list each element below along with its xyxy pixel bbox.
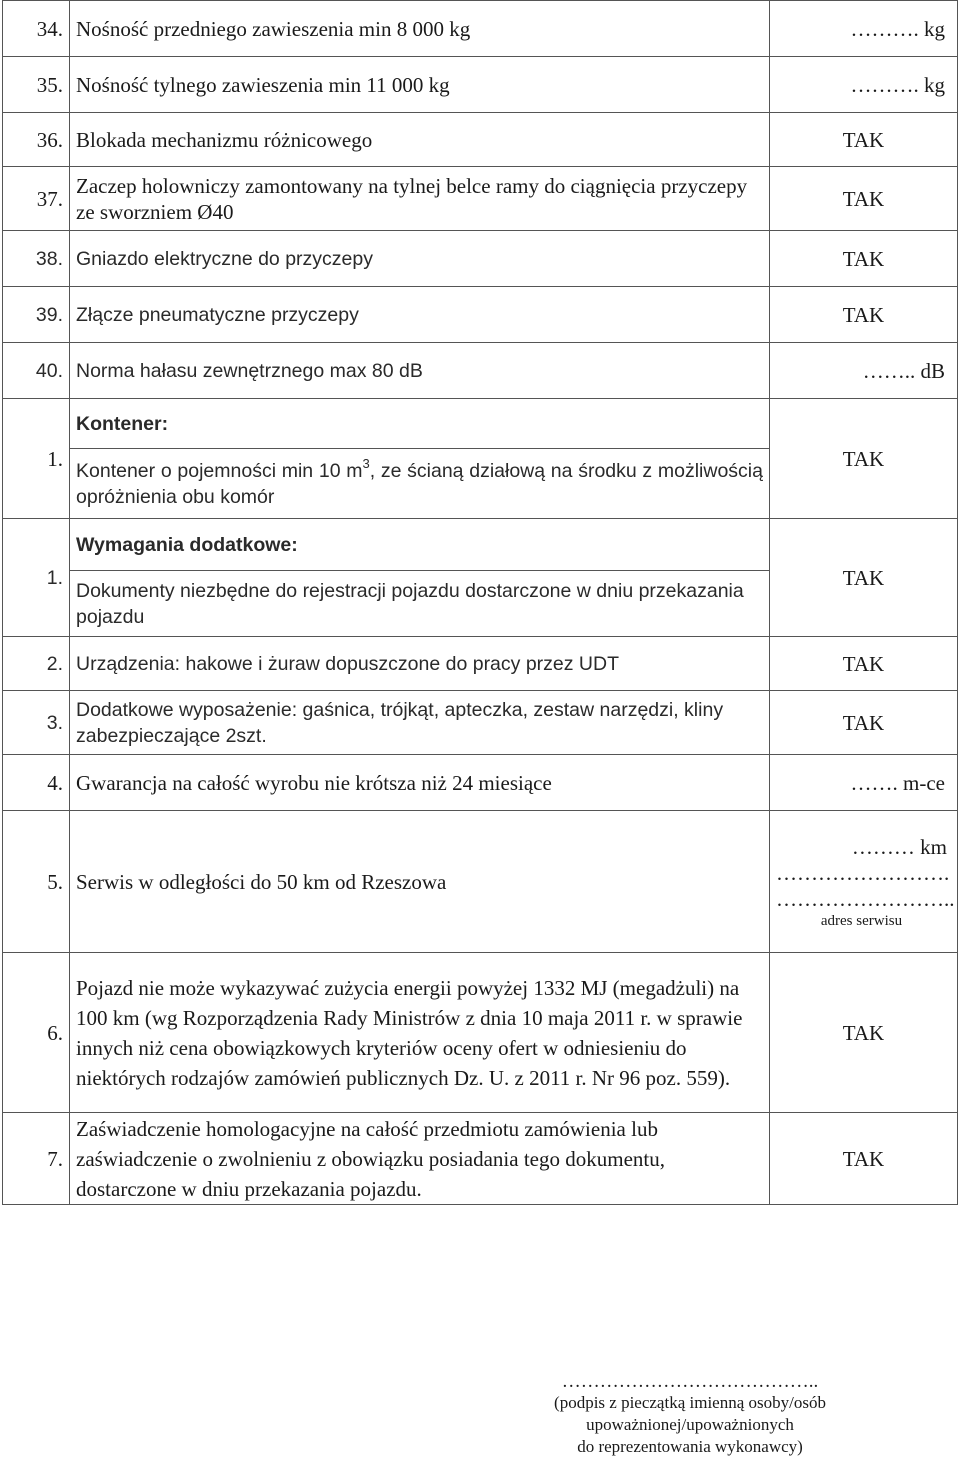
row-value: TAK bbox=[770, 399, 958, 519]
kontener-text-start: Kontener o pojemności min 10 m bbox=[76, 459, 363, 482]
row-description-text: Pojazd nie może wykazywać zużycia energii powyżej 1332 MJ (megadżuli) na 100 km (wg Rozporządzenia Rady Ministrów z dnia 10 maja 2011 r. w sprawie innych niż cena obowiązkowych kryteriów oceny ofert w odniesieniu do niektórych rodzajów zamówień publicznych Dz. U. z 2011 r. Nr 96 poz. 559). bbox=[76, 975, 743, 1090]
superscript: 3 bbox=[362, 455, 370, 471]
row-value: TAK bbox=[770, 691, 958, 755]
service-address-cell bbox=[770, 811, 958, 953]
row-number: 40. bbox=[3, 343, 70, 399]
row-number: 39. bbox=[3, 287, 70, 343]
table-row bbox=[3, 691, 958, 755]
row-description bbox=[70, 691, 770, 755]
table-row bbox=[3, 1, 958, 57]
row-description bbox=[70, 953, 770, 1113]
table-row bbox=[3, 287, 958, 343]
signature-caption-line2: upoważnionej/upoważnionych bbox=[586, 1415, 794, 1434]
kontener-text-end: , ze ścianą działową na środku z możliwością opróżnienia obu komór bbox=[76, 459, 763, 508]
row-description: Serwis w odległości do 50 km od Rzeszowa bbox=[70, 811, 770, 953]
row-value: TAK bbox=[770, 1113, 958, 1205]
row-description-text: Zaczep holowniczy zamontowany na tylnej belce ramy do ciągnięcia przyczepy ze sworzniem Ø40 bbox=[76, 173, 748, 224]
row-number: 35. bbox=[3, 57, 70, 113]
row-value: TAK bbox=[770, 231, 958, 287]
table-row bbox=[3, 1113, 958, 1205]
row-number: 38. bbox=[3, 231, 70, 287]
row-number: 3. bbox=[3, 691, 70, 755]
section-heading-row bbox=[3, 399, 958, 449]
row-description-text: Dokumenty niezbędne do rejestracji pojazdu dostarczone w dniu przekazania pojazdu bbox=[76, 579, 744, 628]
signature-dots: ………………………………….. bbox=[561, 1371, 819, 1392]
row-description: Nośność tylnego zawieszenia min 11 000 kg bbox=[70, 57, 770, 113]
row-description bbox=[70, 167, 770, 231]
row-number: 4. bbox=[3, 755, 70, 811]
table-row bbox=[3, 637, 958, 691]
service-dots-line: …………………….. bbox=[776, 886, 955, 911]
table-row bbox=[3, 343, 958, 399]
row-value: ………. kg bbox=[770, 1, 958, 57]
row-value: TAK bbox=[770, 519, 958, 637]
section-heading-kontener: Kontener: bbox=[70, 399, 770, 449]
row-description: Norma hałasu zewnętrznego max 80 dB bbox=[70, 343, 770, 399]
table-row bbox=[3, 755, 958, 811]
row-value: TAK bbox=[770, 637, 958, 691]
row-value: …….. dB bbox=[770, 343, 958, 399]
table-row bbox=[3, 953, 958, 1113]
row-number: 36. bbox=[3, 113, 70, 167]
signature-caption-line3: do reprezentowania wykonawcy) bbox=[577, 1437, 803, 1456]
row-number: 34. bbox=[3, 1, 70, 57]
row-description: Urządzenia: hakowe i żuraw dopuszczone do pracy przez UDT bbox=[70, 637, 770, 691]
service-address-caption: adres serwisu bbox=[820, 912, 903, 929]
row-number: 1. bbox=[3, 519, 70, 637]
row-number: 2. bbox=[3, 637, 70, 691]
row-description: Gwarancja na całość wyrobu nie krótsza niż 24 miesiące bbox=[70, 755, 770, 811]
signature-block bbox=[510, 1372, 870, 1458]
table-row bbox=[3, 57, 958, 113]
row-description bbox=[70, 1113, 770, 1205]
section-heading-dodatkowe: Wymagania dodatkowe: bbox=[70, 519, 770, 571]
signature-caption-line1: (podpis z pieczątką imienną osoby/osób bbox=[554, 1393, 826, 1412]
row-description bbox=[70, 571, 770, 637]
table-row bbox=[3, 167, 958, 231]
row-description-text: Dodatkowe wyposażenie: gaśnica, trójkąt, apteczka, zestaw narzędzi, kliny zabezpieczające 2szt. bbox=[76, 698, 724, 747]
row-description-text: Zaświadczenie homologacyjne na całość przedmiotu zamówienia lub zaświadczenie o zwolnieniu z obowiązku posiadania tego dokumentu, dostarczone w dniu przekazania pojazdu. bbox=[76, 1116, 665, 1201]
row-value: ……. m-ce bbox=[770, 755, 958, 811]
row-number: 37. bbox=[3, 167, 70, 231]
row-description: Nośność przedniego zawieszenia min 8 000 kg bbox=[70, 1, 770, 57]
table-row bbox=[3, 231, 958, 287]
row-number: 6. bbox=[3, 953, 70, 1113]
row-number: 5. bbox=[3, 811, 70, 953]
row-value: ………. kg bbox=[770, 57, 958, 113]
row-number: 7. bbox=[3, 1113, 70, 1205]
table-row bbox=[3, 113, 958, 167]
row-value: TAK bbox=[770, 113, 958, 167]
service-km-value: ……… km bbox=[851, 834, 947, 859]
table-row bbox=[3, 811, 958, 953]
row-number: 1. bbox=[3, 399, 70, 519]
row-value: TAK bbox=[770, 167, 958, 231]
row-value: TAK bbox=[770, 287, 958, 343]
specification-table bbox=[2, 0, 958, 1205]
section-heading-row bbox=[3, 519, 958, 571]
row-description: Złącze pneumatyczne przyczepy bbox=[70, 287, 770, 343]
row-value: TAK bbox=[770, 953, 958, 1113]
service-dots-line: ……………………. bbox=[776, 860, 950, 885]
row-description: Gniazdo elektryczne do przyczepy bbox=[70, 231, 770, 287]
row-description bbox=[70, 449, 770, 519]
row-description: Blokada mechanizmu różnicowego bbox=[70, 113, 770, 167]
